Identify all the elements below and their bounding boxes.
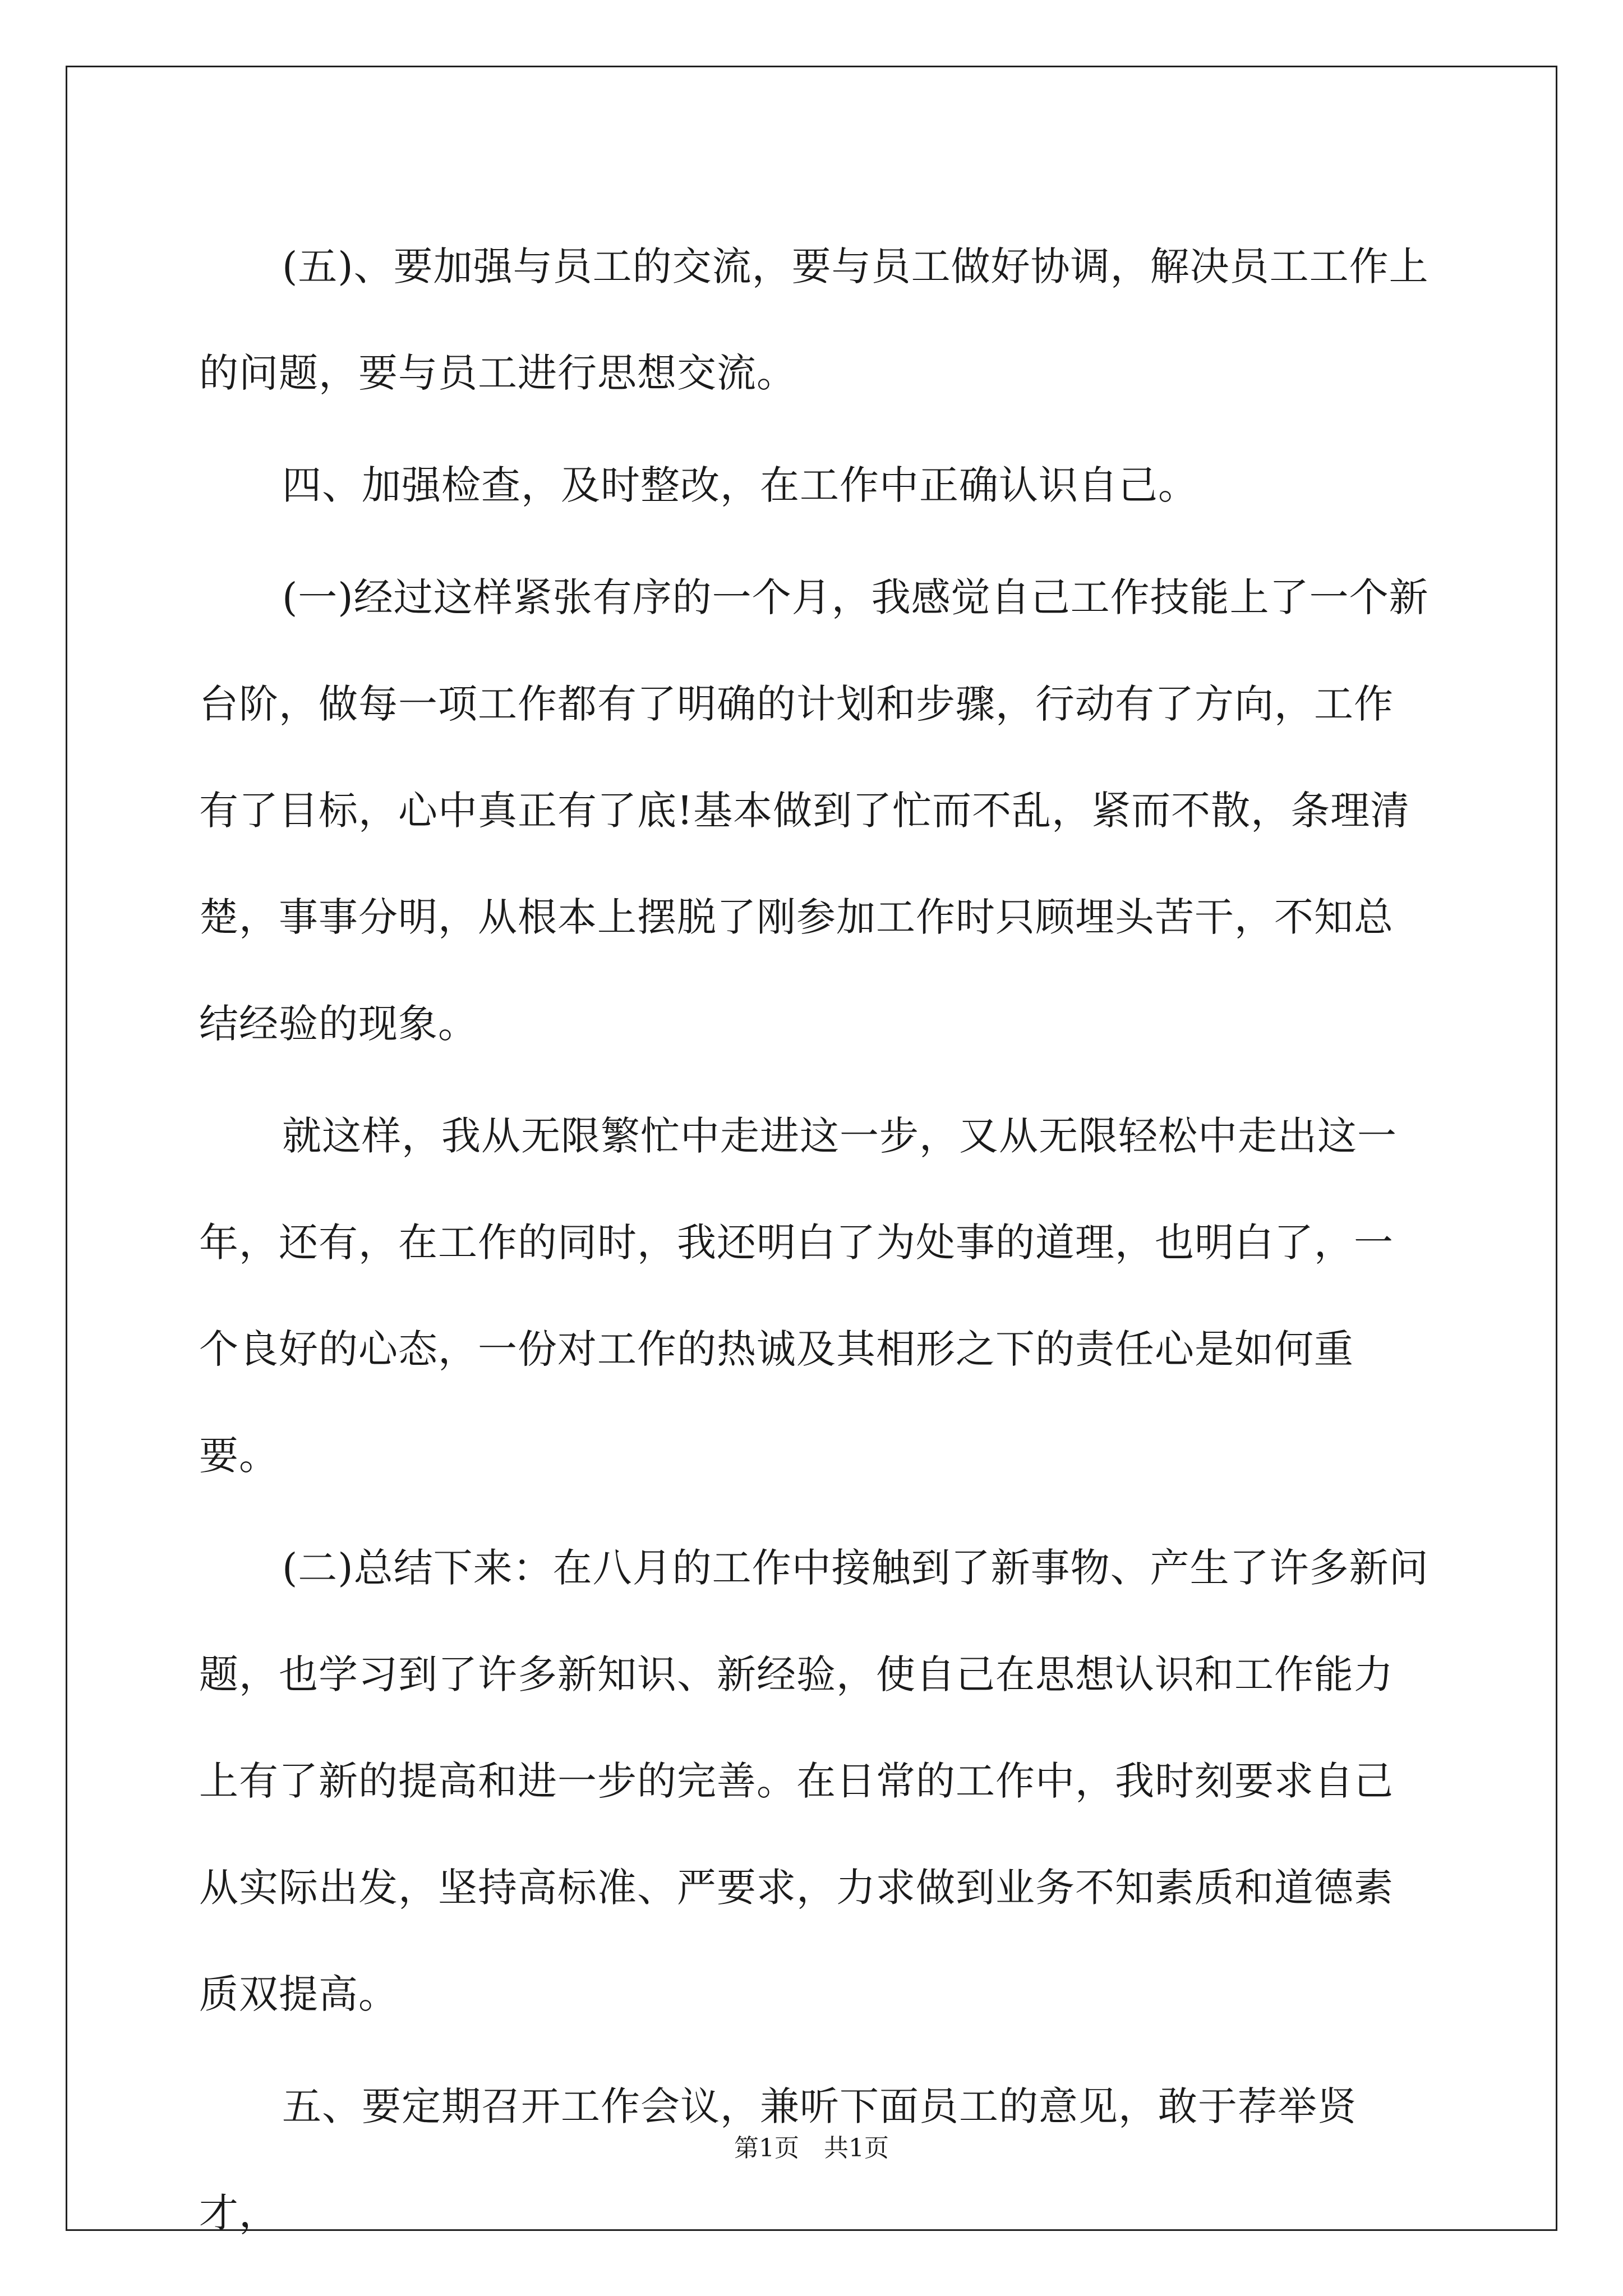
- paragraph-2: 四、加强检查，及时整改，在工作中正确认识自己。: [282, 462, 1198, 508]
- paragraph-1: (五)、要加强与员工的交流，要与员工做好协调，解决员工工作上的问题，要与员工进行思想交流。: [199, 243, 1429, 396]
- paragraph-3: (一)经过这样紧张有序的一个月，我感觉自己工作技能上了一个新台阶，做每一项工作都有了明确的计划和步骤，行动有了方向，工作有了目标，心中真正有了底!基本做到了忙而不乱，紧而不散，条理清楚，事事分明，从根本上摆脱了刚参加工作时只顾埋头苦干，不知总结经验的现象。: [199, 574, 1429, 1047]
- document-body: [199, 213, 1433, 2272]
- paragraph-4: 就这样，我从无限繁忙中走进这一步，又从无限轻松中走出这一年，还有，在工作的同时，我还明白了为处事的道理，也明白了，一个良好的心态，一份对工作的热诚及其相形之下的责任心是如何重要。: [199, 1113, 1397, 1479]
- page-footer: 第1页 共1页: [734, 2134, 889, 2162]
- paragraph-6: 五、要定期召开工作会议，兼听下面员工的意见，敢于荐举贤才，: [199, 2083, 1357, 2236]
- paragraph-5: (二)总结下来：在八月的工作中接触到了新事物、产生了许多新问题，也学习到了许多新知识、新经验，使自己在思想认识和工作能力上有了新的提高和进一步的完善。在日常的工作中，我时刻要求自己从实际出发，坚持高标准、严要求，力求做到业务不知素质和道德素质双提高。: [199, 1545, 1429, 2017]
